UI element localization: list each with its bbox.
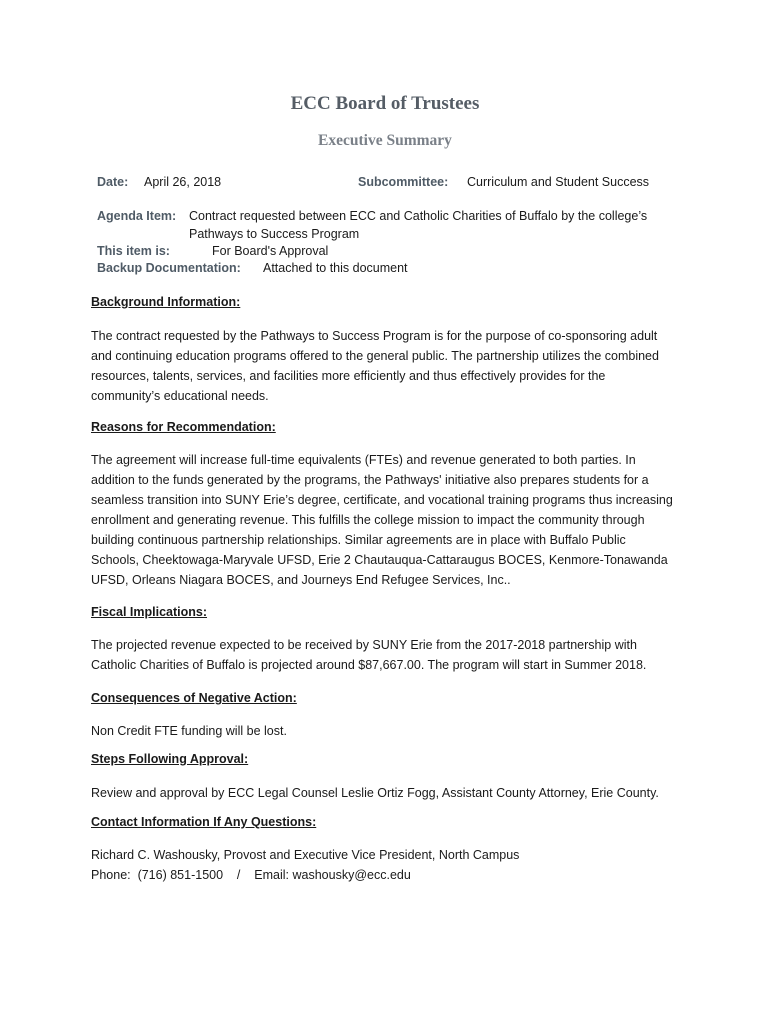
steps-paragraph — [91, 783, 691, 803]
subcommittee-label: Subcommittee: — [358, 175, 449, 189]
agenda-item-line: Pathways to Success Program — [189, 227, 360, 241]
agenda-item-label: Agenda Item: — [97, 209, 177, 223]
paragraph-line: building continuous partnership relationships. Similar agreements are in place with Buffalo Public — [91, 533, 626, 547]
steps-heading: Steps Following Approval: — [91, 752, 249, 766]
contact-paragraph — [91, 845, 691, 885]
paragraph-line: enrollment and generating revenue. This fulfills the college mission to impact the community through — [91, 513, 645, 527]
paragraph-line: The contract requested by the Pathways to Success Program is for the purpose of co-sponsoring adult — [91, 329, 658, 343]
agenda-item-line: Contract requested between ECC and Catholic Charities of Buffalo by the college’s — [189, 209, 648, 223]
paragraph-line: and continuing education programs offered to the general public. The partnership utilizes the combined — [91, 349, 659, 363]
document-subtitle: Executive Summary — [318, 132, 452, 149]
backup-doc-value: Attached to this document — [263, 261, 408, 275]
paragraph-line: The projected revenue expected to be received by SUNY Erie from the 2017-2018 partnership with — [91, 638, 637, 652]
background-heading: Background Information: — [91, 295, 241, 309]
fiscal-paragraph — [91, 635, 691, 675]
paragraph-line: Non Credit FTE funding will be lost. — [91, 724, 287, 738]
item-status-label: This item is: — [97, 244, 170, 258]
paragraph-line: The agreement will increase full-time equivalents (FTEs) and revenue generated to both parties. In — [91, 453, 636, 467]
backup-doc-label: Backup Documentation: — [97, 261, 241, 275]
paragraph-line: addition to the funds generated by the programs, the Pathways' initiative also prepares students for a — [91, 473, 649, 487]
background-paragraph — [91, 326, 691, 406]
contact-line: Richard C. Washousky, Provost and Executive Vice President, North Campus — [91, 848, 520, 862]
date-label: Date: — [97, 175, 129, 189]
contact-heading: Contact Information If Any Questions: — [91, 815, 317, 829]
paragraph-line: UFSD, Orleans Niagara BOCES, and Journeys End Refugee Services, Inc.. — [91, 573, 511, 587]
contact-line: Phone: (716) 851-1500 / Email: washousky@ecc.edu — [91, 868, 411, 882]
paragraph-line: community’s educational needs. — [91, 389, 269, 403]
consequences-heading: Consequences of Negative Action: — [91, 691, 297, 705]
reasons-paragraph — [91, 450, 691, 590]
paragraph-line: seamless transition into SUNY Erie’s degree, certificate, and vocational training programs thus increasing — [91, 493, 673, 507]
consequences-paragraph — [91, 721, 691, 741]
document-title: ECC Board of Trustees — [290, 93, 480, 114]
fiscal-heading: Fiscal Implications: — [91, 605, 208, 619]
subcommittee-value: Curriculum and Student Success — [467, 175, 650, 189]
paragraph-line: resources, talents, services, and facilities more efficiently and thus effectively provides for the — [91, 369, 606, 383]
item-status-value: For Board's Approval — [212, 244, 329, 258]
date-value: April 26, 2018 — [144, 175, 222, 189]
paragraph-line: Catholic Charities of Buffalo is projected around $87,667.00. The program will start in Summer 2018. — [91, 658, 647, 672]
reasons-heading: Reasons for Recommendation: — [91, 420, 276, 434]
paragraph-line: Schools, Cheektowaga-Maryvale UFSD, Erie 2 Chautauqua-Cattaraugus BOCES, Kenmore-Tonawanda — [91, 553, 668, 567]
paragraph-line: Review and approval by ECC Legal Counsel Leslie Ortiz Fogg, Assistant County Attorney, Erie County. — [91, 786, 659, 800]
